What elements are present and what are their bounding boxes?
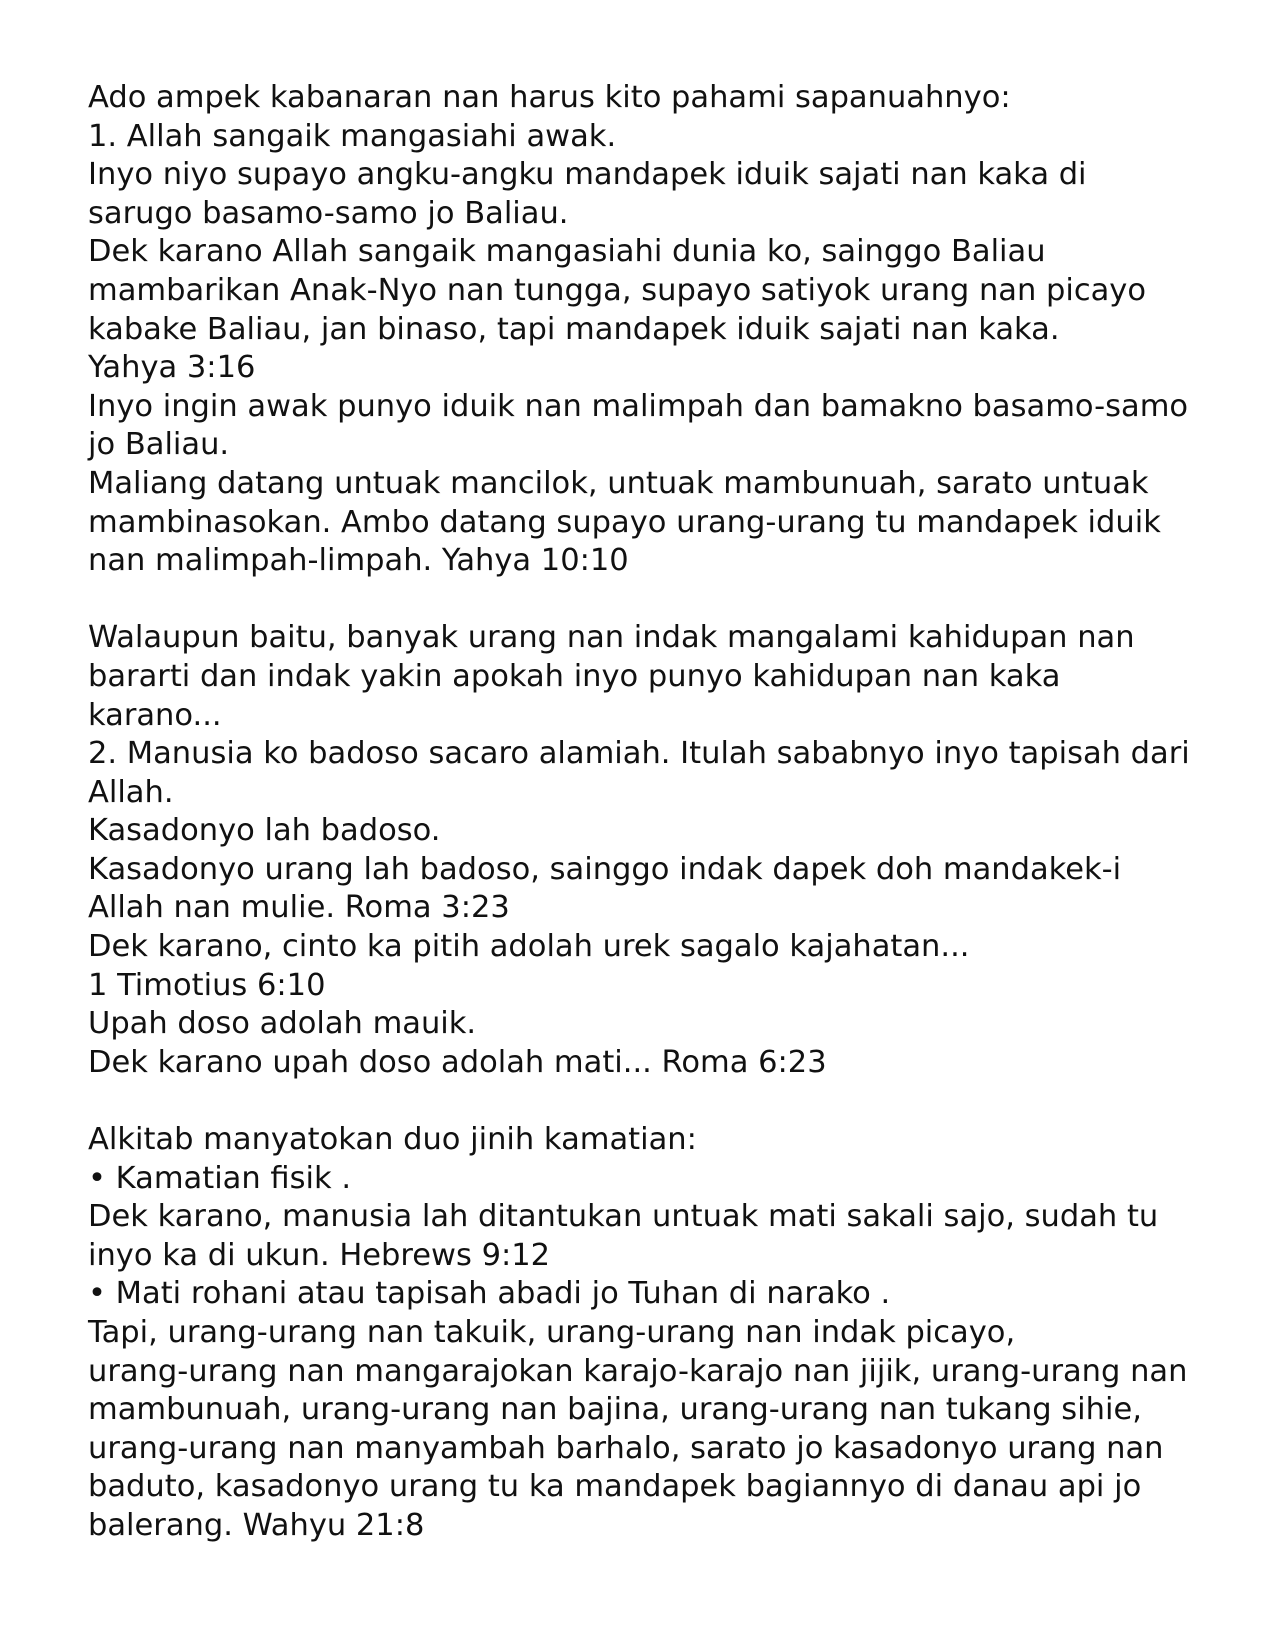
text-line: Ado ampek kabanaran nan harus kito pahami sapanuahnyo: [88,80,1011,115]
text-line: Maliang datang untuak mancilok, untuak mambunuah, sarato untuak [88,465,1149,501]
blank-line [88,581,1208,620]
text-line: 1. Allah sangaik mangasiahi awak. [88,118,617,154]
text-line: mambinasokan. Ambo datang supayo urang-urang tu mandapek iduik [88,504,1161,540]
text-line: Inyo ingin awak punyo iduik nan malimpah dan bamakno basamo-samo [88,388,1189,424]
text-line: Walaupun baitu, banyak urang nan indak mangalami kahidupan nan [88,620,1135,656]
document-body [88,79,1208,1546]
text-line: Dek karano Allah sangaik mangasiahi dunia ko, sainggo Baliau [88,234,1046,270]
text-line: Kasadonyo urang lah badoso, sainggo indak dapek doh mandakek-i [88,851,1122,887]
text-line: nan malimpah-limpah. Yahya 10:10 [88,543,629,579]
text-line: mambarikan Anak-Nyo nan tungga, supayo satiyok urang nan picayo [88,272,1147,308]
text-line: Dek karano, manusia lah ditantukan untuak mati sakali sajo, sudah tu [88,1199,1159,1235]
text-line: Allah nan mulie. Roma 3:23 [88,890,510,926]
text-line: baduto, kasadonyo urang tu ka mandapek bagiannyo di danau api jo [88,1469,1142,1505]
blank-line [88,1082,1208,1121]
text-line: Yahya 3:16 [88,350,256,386]
text-line: Upah doso adolah mauik. [88,1006,477,1042]
text-line: inyo ka di ukun. Hebrews 9:12 [88,1237,551,1273]
text-line: bararti dan indak yakin apokah inyo punyo kahidupan nan kaka [88,658,1061,694]
text-line: jo Baliau. [88,427,230,463]
text-line: balerang. Wahyu 21:8 [88,1507,425,1543]
text-line: Inyo niyo supayo angku-angku mandapek iduik sajati nan kaka di [88,157,1087,193]
text-line: 1 Timotius 6:10 [88,967,326,1003]
text-line: Tapi, urang-urang nan takuik, urang-urang nan indak picayo, [88,1315,1016,1350]
text-line: mambunuah, urang-urang nan bajina, urang-urang nan tukang sihie, [88,1392,1142,1428]
text-line: urang-urang nan manyambah barhalo, sarato jo kasadonyo urang nan [88,1430,1164,1466]
text-line: Dek karano, cinto ka pitih adolah urek sagalo kajahatan... [88,929,970,965]
text-line: urang-urang nan mangarajokan karajo-karajo nan jijik, urang-urang nan [88,1353,1188,1389]
text-line: sarugo basamo-samo jo Baliau. [88,195,569,231]
text-line: Alkitab manyatokan duo jinih kamatian: [88,1122,697,1158]
text-line: Allah. [88,774,174,810]
text-line: karano... [88,697,222,733]
text-line: Kasadonyo lah badoso. [88,813,441,849]
text-line: • Kamatian fisik . [88,1160,352,1196]
text-line: • Mati rohani atau tapisah abadi jo Tuhan di narako . [88,1276,891,1312]
text-line: kabake Baliau, jan binaso, tapi mandapek iduik sajati nan kaka. [88,311,1060,347]
text-line: 2. Manusia ko badoso sacaro alamiah. Itulah sababnyo inyo tapisah dari [88,736,1190,772]
text-line: Dek karano upah doso adolah mati... Roma 6:23 [88,1044,827,1080]
